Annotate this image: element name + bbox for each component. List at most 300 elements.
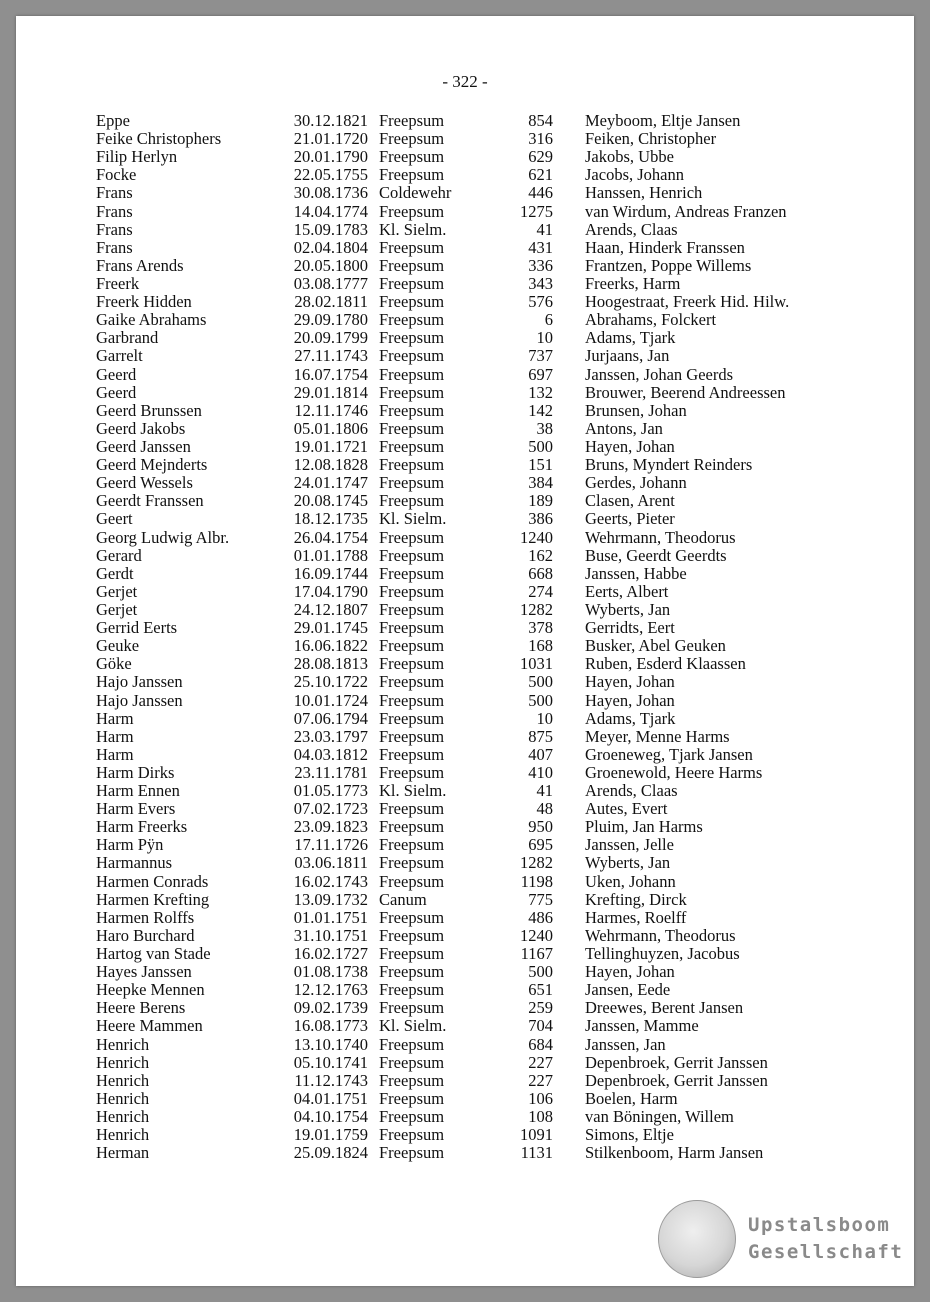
entry-date: 07.06.1794 <box>293 708 368 728</box>
logo-line-1: Upstalsboom <box>748 1214 891 1236</box>
society-seal-emblem <box>658 1200 736 1278</box>
register-row <box>16 293 914 311</box>
entry-place: Freepsum <box>379 1143 445 1163</box>
entry-date: 29.01.1814 <box>293 382 368 402</box>
entry-number: 431 <box>528 237 553 257</box>
register-row <box>16 112 914 130</box>
entry-parent: Buse, Geerdt Geerdts <box>585 545 727 565</box>
entry-date: 15.09.1783 <box>293 219 368 239</box>
entry-name: Harm Pÿn <box>96 835 164 855</box>
entry-parent: Ruben, Esderd Klaassen <box>585 654 746 674</box>
entry-date: 20.09.1799 <box>293 328 368 348</box>
entry-name: Harm Freerks <box>96 817 188 837</box>
entry-date: 17.11.1726 <box>294 835 368 855</box>
entry-date: 29.09.1780 <box>293 310 368 330</box>
register-row <box>16 366 914 384</box>
entry-number: 500 <box>528 962 553 982</box>
register-row <box>16 655 914 673</box>
entry-name: Frans <box>96 219 133 239</box>
entry-place: Freepsum <box>379 165 445 185</box>
register-row <box>16 1072 914 1090</box>
entry-parent: Jansen, Eede <box>585 980 671 1000</box>
entry-name: Hartog van Stade <box>96 944 211 964</box>
entry-number: 106 <box>528 1088 553 1108</box>
entry-parent: Arends, Claas <box>585 219 678 239</box>
entry-number: 151 <box>528 455 553 475</box>
entry-name: Geerd Jakobs <box>96 418 186 438</box>
register-row <box>16 184 914 202</box>
entry-parent: Uken, Johann <box>585 871 676 891</box>
entry-number: 259 <box>528 998 553 1018</box>
entry-number: 697 <box>528 364 553 384</box>
entry-place: Freepsum <box>379 400 445 420</box>
entry-number: 410 <box>528 762 553 782</box>
entry-number: 695 <box>528 835 553 855</box>
entry-parent: Meyboom, Eltje Jansen <box>585 111 741 130</box>
entry-name: Hajo Janssen <box>96 690 183 710</box>
entry-date: 28.08.1813 <box>293 654 368 674</box>
entry-date: 09.02.1739 <box>293 998 368 1018</box>
entry-number: 950 <box>528 817 553 837</box>
entry-name: Herman <box>96 1143 150 1163</box>
entry-number: 336 <box>528 255 553 275</box>
entry-name: Harmannus <box>96 853 173 873</box>
register-row <box>16 963 914 981</box>
entry-name: Hajo Janssen <box>96 672 183 692</box>
entry-parent: Pluim, Jan Harms <box>585 817 703 837</box>
entry-name: Geerd <box>96 382 137 402</box>
register-row <box>16 1108 914 1126</box>
entry-parent: Antons, Jan <box>585 418 663 438</box>
entry-number: 343 <box>528 273 553 293</box>
entry-parent: Geerts, Pieter <box>585 509 675 529</box>
register-row <box>16 347 914 365</box>
entry-date: 25.10.1722 <box>293 672 368 692</box>
entry-number: 1240 <box>520 527 553 547</box>
entry-parent: Stilkenboom, Harm Jansen <box>585 1143 764 1163</box>
entry-place: Freepsum <box>379 817 445 837</box>
entry-place: Freepsum <box>379 473 445 493</box>
entry-date: 16.06.1822 <box>293 636 368 656</box>
entry-name: Freerk Hidden <box>96 292 192 312</box>
entry-name: Henrich <box>96 1052 150 1072</box>
entry-number: 189 <box>528 491 553 511</box>
entry-parent: Bruns, Myndert Reinders <box>585 455 753 475</box>
entry-date: 01.08.1738 <box>293 962 368 982</box>
entry-parent: Busker, Abel Geuken <box>585 636 726 656</box>
register-row <box>16 764 914 782</box>
entry-name: Geerd <box>96 364 137 384</box>
entry-date: 22.05.1755 <box>293 165 368 185</box>
register-row <box>16 329 914 347</box>
entry-number: 1282 <box>520 853 553 873</box>
entry-number: 1198 <box>520 871 553 891</box>
register-row <box>16 836 914 854</box>
entry-parent: Jakobs, Ubbe <box>585 147 674 167</box>
entry-name: Frans Arends <box>96 255 184 275</box>
entry-date: 12.08.1828 <box>293 455 368 475</box>
entry-name: Geerd Janssen <box>96 436 191 456</box>
page-number: - 322 - <box>442 72 488 91</box>
register-row <box>16 402 914 420</box>
entry-parent: Hanssen, Henrich <box>585 183 703 203</box>
entry-name: Henrich <box>96 1070 150 1090</box>
entry-parent: Tellinghuyzen, Jacobus <box>585 944 740 964</box>
entry-number: 1131 <box>520 1143 553 1163</box>
entry-name: Georg Ludwig Albr. <box>96 527 230 547</box>
entry-name: Harmen Rolffs <box>96 907 195 927</box>
entry-name: Gerjet <box>96 581 138 601</box>
entry-number: 775 <box>528 889 553 909</box>
entry-name: Gerjet <box>96 599 138 619</box>
entry-parent: Groeneweg, Tjark Jansen <box>585 744 753 764</box>
entry-date: 20.08.1745 <box>293 491 368 511</box>
entry-date: 24.12.1807 <box>293 599 368 619</box>
entry-name: Geert <box>96 509 133 529</box>
entry-date: 28.02.1811 <box>294 292 368 312</box>
entry-parent: Harmes, Roelff <box>585 907 687 927</box>
entry-parent: Janssen, Jelle <box>585 835 674 855</box>
entry-place: Freepsum <box>379 491 445 511</box>
entry-place: Freepsum <box>379 1070 445 1090</box>
entry-place: Freepsum <box>379 346 445 366</box>
register-row <box>16 692 914 710</box>
entry-date: 17.04.1790 <box>293 581 368 601</box>
entry-date: 20.01.1790 <box>293 147 368 167</box>
entry-parent: Krefting, Dirck <box>585 889 687 909</box>
entry-name: Gerard <box>96 545 142 565</box>
register-row <box>16 854 914 872</box>
entry-number: 500 <box>528 672 553 692</box>
entry-parent: Wehrmann, Theodorus <box>585 925 736 945</box>
entry-place: Freepsum <box>379 418 445 438</box>
entry-place: Freepsum <box>379 762 445 782</box>
entry-parent: Janssen, Habbe <box>585 563 687 583</box>
entry-number: 668 <box>528 563 553 583</box>
entry-parent: Adams, Tjark <box>585 708 676 728</box>
entry-date: 01.01.1788 <box>293 545 368 565</box>
entry-parent: Arends, Claas <box>585 781 678 801</box>
entry-name: Frans <box>96 237 133 257</box>
entry-parent: Depenbroek, Gerrit Janssen <box>585 1070 768 1090</box>
entry-parent: Clasen, Arent <box>585 491 675 511</box>
entry-place: Freepsum <box>379 255 445 275</box>
register-row <box>16 909 914 927</box>
entry-date: 25.09.1824 <box>293 1143 368 1163</box>
entry-parent: Freerks, Harm <box>585 273 681 293</box>
entry-parent: Gerridts, Eert <box>585 618 675 638</box>
register-row <box>16 275 914 293</box>
entry-date: 04.10.1754 <box>293 1107 368 1127</box>
entry-number: 486 <box>528 907 553 927</box>
entry-date: 16.07.1754 <box>293 364 368 384</box>
register-row <box>16 673 914 691</box>
register-row <box>16 782 914 800</box>
register-row <box>16 710 914 728</box>
register-row <box>16 927 914 945</box>
register-row <box>16 800 914 818</box>
entry-number: 10 <box>536 708 553 728</box>
entry-name: Filip Herlyn <box>96 147 178 167</box>
entry-date: 19.01.1721 <box>293 436 368 456</box>
entry-number: 168 <box>528 636 553 656</box>
entry-place: Freepsum <box>379 1107 445 1127</box>
entry-number: 6 <box>544 310 553 330</box>
register-row <box>16 474 914 492</box>
entry-number: 1282 <box>520 599 553 619</box>
entry-date: 01.01.1751 <box>293 907 368 927</box>
entry-parent: Hayen, Johan <box>585 672 675 692</box>
entry-date: 13.09.1732 <box>293 889 368 909</box>
entry-date: 24.01.1747 <box>293 473 368 493</box>
entry-number: 316 <box>528 129 553 149</box>
entry-name: Freerk <box>96 273 140 293</box>
entry-parent: Eerts, Albert <box>585 581 669 601</box>
entry-name: Geuke <box>96 636 140 656</box>
register-row <box>16 130 914 148</box>
entry-date: 10.01.1724 <box>293 690 368 710</box>
register-row <box>16 438 914 456</box>
entry-date: 01.05.1773 <box>293 781 368 801</box>
entry-name: Garbrand <box>96 328 159 348</box>
register-row <box>16 492 914 510</box>
entry-number: 737 <box>528 346 553 366</box>
entry-number: 41 <box>536 781 553 801</box>
entry-place: Freepsum <box>379 111 445 130</box>
entry-place: Freepsum <box>379 292 445 312</box>
entry-parent: Autes, Evert <box>585 799 668 819</box>
entry-place: Freepsum <box>379 1034 445 1054</box>
entry-name: Harm Dirks <box>96 762 175 782</box>
entry-name: Garrelt <box>96 346 143 366</box>
entry-number: 274 <box>528 581 553 601</box>
entry-number: 875 <box>528 726 553 746</box>
entry-date: 21.01.1720 <box>293 129 368 149</box>
entry-parent: Janssen, Jan <box>585 1034 666 1054</box>
entry-date: 04.03.1812 <box>293 744 368 764</box>
entry-name: Göke <box>96 654 132 674</box>
entry-place: Freepsum <box>379 871 445 891</box>
register-row <box>16 891 914 909</box>
entry-place: Freepsum <box>379 799 445 819</box>
entry-name: Gerrid Eerts <box>96 618 178 638</box>
entry-place: Freepsum <box>379 527 445 547</box>
society-logo-text <box>748 1212 903 1266</box>
register-list <box>16 112 914 1162</box>
entry-place: Freepsum <box>379 129 445 149</box>
entry-date: 16.09.1744 <box>293 563 368 583</box>
entry-date: 05.01.1806 <box>293 418 368 438</box>
entry-date: 16.02.1743 <box>293 871 368 891</box>
entry-name: Henrich <box>96 1107 150 1127</box>
entry-parent: Boelen, Harm <box>585 1088 678 1108</box>
register-row <box>16 166 914 184</box>
entry-place: Freepsum <box>379 545 445 565</box>
entry-date: 18.12.1735 <box>293 509 368 529</box>
entry-parent: Hayen, Johan <box>585 436 675 456</box>
register-row <box>16 619 914 637</box>
entry-date: 11.12.1743 <box>294 1070 368 1090</box>
entry-place: Freepsum <box>379 636 445 656</box>
entry-place: Freepsum <box>379 1052 445 1072</box>
entry-name: Geerdt Franssen <box>96 491 204 511</box>
entry-parent: Brunsen, Johan <box>585 400 687 420</box>
entry-name: Eppe <box>96 111 130 130</box>
entry-parent: Hayen, Johan <box>585 962 675 982</box>
entry-parent: Haan, Hinderk Franssen <box>585 237 745 257</box>
entry-date: 12.12.1763 <box>293 980 368 1000</box>
register-row <box>16 529 914 547</box>
entry-name: Harmen Krefting <box>96 889 210 909</box>
entry-name: Geerd Mejnderts <box>96 455 208 475</box>
register-row <box>16 818 914 836</box>
entry-place: Freepsum <box>379 835 445 855</box>
entry-place: Freepsum <box>379 672 445 692</box>
register-row <box>16 1126 914 1144</box>
entry-place: Freepsum <box>379 726 445 746</box>
register-row <box>16 1036 914 1054</box>
entry-date: 13.10.1740 <box>293 1034 368 1054</box>
entry-place: Freepsum <box>379 925 445 945</box>
entry-number: 704 <box>528 1016 553 1036</box>
entry-place: Freepsum <box>379 455 445 475</box>
entry-date: 23.03.1797 <box>293 726 368 746</box>
register-row <box>16 981 914 999</box>
entry-name: Heere Mammen <box>96 1016 203 1036</box>
entry-place: Freepsum <box>379 563 445 583</box>
entry-number: 1167 <box>520 944 553 964</box>
register-row <box>16 239 914 257</box>
register-row <box>16 728 914 746</box>
entry-date: 16.02.1727 <box>293 944 368 964</box>
entry-place: Freepsum <box>379 654 445 674</box>
entry-number: 576 <box>528 292 553 312</box>
register-row <box>16 637 914 655</box>
entry-date: 26.04.1754 <box>293 527 368 547</box>
entry-name: Henrich <box>96 1034 150 1054</box>
entry-name: Harm Ennen <box>96 781 180 801</box>
entry-place: Freepsum <box>379 618 445 638</box>
entry-date: 12.11.1746 <box>294 400 368 420</box>
register-row <box>16 1144 914 1162</box>
entry-parent: Meyer, Menne Harms <box>585 726 730 746</box>
entry-name: Henrich <box>96 1088 150 1108</box>
logo-line-2: Gesellschaft <box>748 1241 904 1263</box>
entry-place: Freepsum <box>379 201 445 221</box>
document-page <box>16 16 914 1286</box>
entry-name: Geerd Wessels <box>96 473 193 493</box>
entry-place: Freepsum <box>379 980 445 1000</box>
entry-parent: van Böningen, Willem <box>585 1107 734 1127</box>
entry-number: 384 <box>528 473 553 493</box>
register-row <box>16 148 914 166</box>
entry-place: Freepsum <box>379 273 445 293</box>
entry-number: 500 <box>528 690 553 710</box>
entry-number: 227 <box>528 1070 553 1090</box>
entry-parent: Brouwer, Beerend Andreessen <box>585 382 786 402</box>
register-row <box>16 456 914 474</box>
entry-parent: Wyberts, Jan <box>585 599 671 619</box>
register-row <box>16 547 914 565</box>
entry-place: Freepsum <box>379 998 445 1018</box>
entry-place: Kl. Sielm. <box>379 509 447 529</box>
entry-parent: Janssen, Johan Geerds <box>585 364 734 384</box>
entry-name: Harm <box>96 744 134 764</box>
entry-date: 29.01.1745 <box>293 618 368 638</box>
entry-name: Hayes Janssen <box>96 962 192 982</box>
entry-date: 19.01.1759 <box>293 1125 368 1145</box>
entry-parent: van Wirdum, Andreas Franzen <box>585 201 787 221</box>
entry-place: Coldewehr <box>379 183 452 203</box>
entry-number: 651 <box>528 980 553 1000</box>
entry-name: Gaike Abrahams <box>96 310 207 330</box>
entry-parent: Hayen, Johan <box>585 690 675 710</box>
register-row <box>16 999 914 1017</box>
entry-parent: Hoogestraat, Freerk Hid. Hilw. <box>585 292 790 312</box>
register-row <box>16 601 914 619</box>
register-row <box>16 583 914 601</box>
entry-date: 30.08.1736 <box>293 183 368 203</box>
register-row <box>16 873 914 891</box>
entry-place: Freepsum <box>379 382 445 402</box>
register-row <box>16 257 914 275</box>
entry-date: 03.08.1777 <box>293 273 368 293</box>
entry-number: 108 <box>528 1107 553 1127</box>
entry-date: 23.09.1823 <box>293 817 368 837</box>
entry-date: 05.10.1741 <box>293 1052 368 1072</box>
entry-number: 132 <box>528 382 553 402</box>
entry-place: Kl. Sielm. <box>379 781 447 801</box>
entry-parent: Depenbroek, Gerrit Janssen <box>585 1052 768 1072</box>
register-row <box>16 746 914 764</box>
entry-date: 03.06.1811 <box>294 853 368 873</box>
entry-place: Canum <box>379 889 427 909</box>
entry-name: Frans <box>96 201 133 221</box>
entry-parent: Jacobs, Johann <box>585 165 684 185</box>
register-row <box>16 510 914 528</box>
entry-date: 30.12.1821 <box>293 111 368 130</box>
entry-date: 20.05.1800 <box>293 255 368 275</box>
entry-number: 142 <box>528 400 553 420</box>
register-row <box>16 1017 914 1035</box>
entry-name: Focke <box>96 165 137 185</box>
entry-place: Kl. Sielm. <box>379 1016 447 1036</box>
entry-date: 31.10.1751 <box>293 925 368 945</box>
entry-name: Harmen Conrads <box>96 871 209 891</box>
entry-parent: Simons, Eltje <box>585 1125 674 1145</box>
entry-place: Freepsum <box>379 436 445 456</box>
entry-parent: Frantzen, Poppe Willems <box>585 255 752 275</box>
entry-place: Freepsum <box>379 328 445 348</box>
entry-date: 23.11.1781 <box>294 762 368 782</box>
entry-place: Freepsum <box>379 744 445 764</box>
entry-place: Freepsum <box>379 599 445 619</box>
entry-name: Haro Burchard <box>96 925 195 945</box>
entry-name: Frans <box>96 183 133 203</box>
entry-number: 500 <box>528 436 553 456</box>
entry-place: Freepsum <box>379 310 445 330</box>
entry-number: 48 <box>536 799 553 819</box>
entry-number: 1240 <box>520 925 553 945</box>
register-row <box>16 203 914 221</box>
entry-place: Freepsum <box>379 944 445 964</box>
entry-parent: Wehrmann, Theodorus <box>585 527 736 547</box>
entry-parent: Jurjaans, Jan <box>585 346 670 366</box>
entry-name: Harm Evers <box>96 799 176 819</box>
entry-place: Freepsum <box>379 690 445 710</box>
entry-number: 1031 <box>520 654 553 674</box>
entry-number: 38 <box>536 418 553 438</box>
